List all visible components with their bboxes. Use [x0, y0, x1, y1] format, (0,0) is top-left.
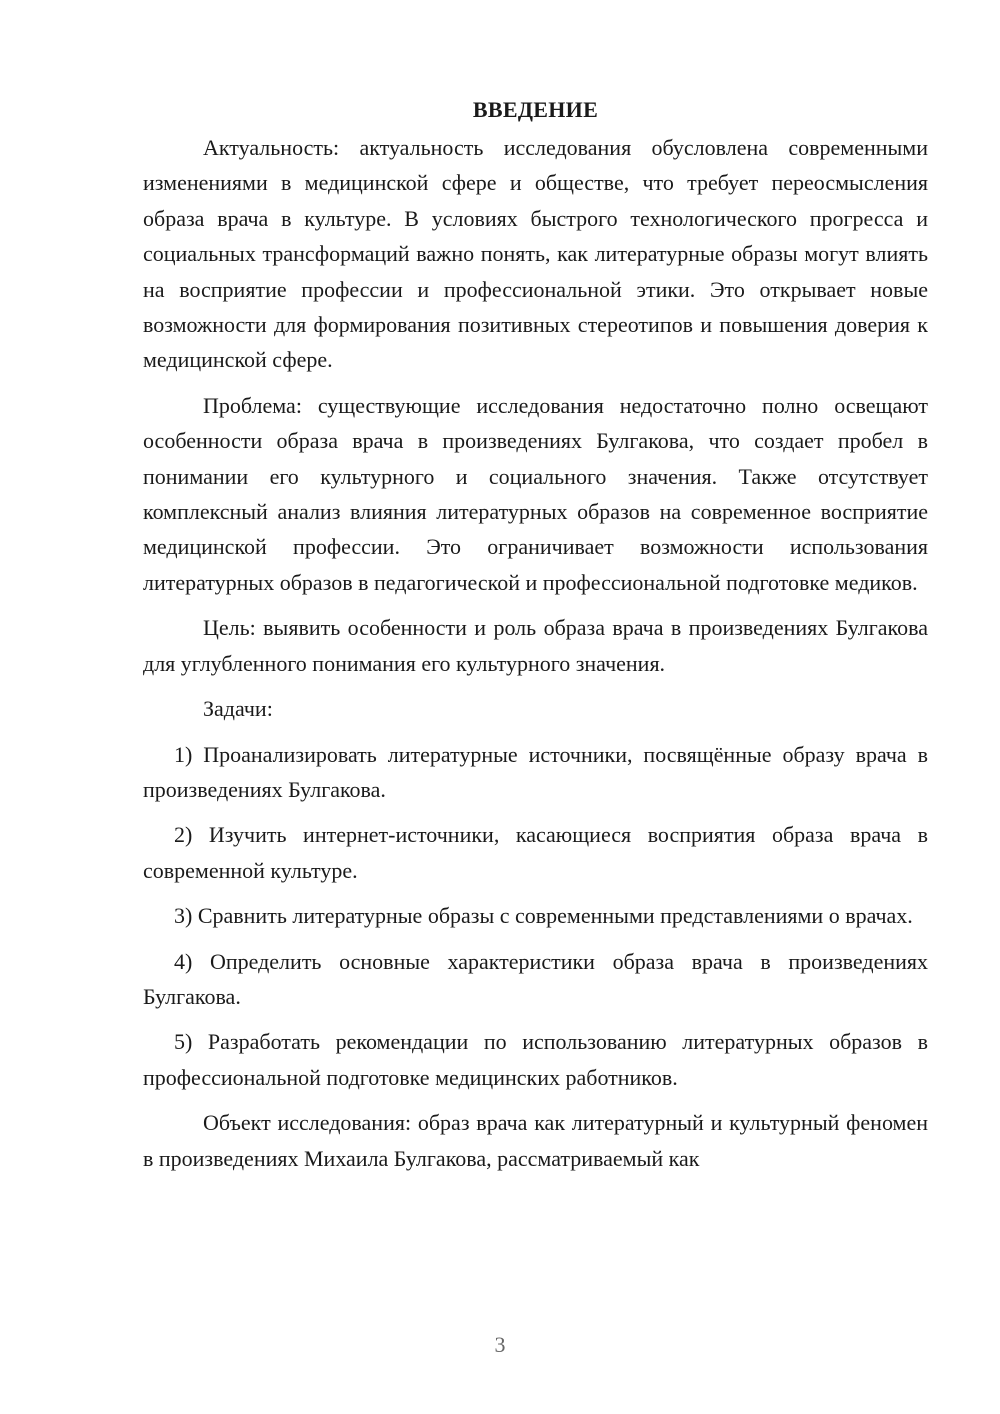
task-item-3: 3) Сравнить литературные образы с современными представлениями о врачах.	[174, 903, 913, 929]
tasks-label: Задачи:	[203, 696, 273, 722]
paragraph-goal: Цель: выявить особенности и роль образа врача в произведениях Булгакова для углубленного понимания его культурного значения.	[143, 615, 928, 676]
paragraph-relevance: Актуальность: актуальность исследования обусловлена современными изменениями в медицинской сфере и обществе, что требует переосмысления образа врача в культуре. В условиях быстрого технологического прогресса и социальных трансформаций важно понять, как литературные образы могут влиять на восприятие профессии и профессиональной этики. Это открывает новые возможности для формирования позитивных стереотипов и повышения доверия к медицинской сфере.	[143, 135, 928, 373]
paragraph-object: Объект исследования: образ врача как литературный и культурный феномен в произведениях Михаила Булгакова, рассматриваемый как	[143, 1110, 928, 1171]
paragraph-problem: Проблема: существующие исследования недостаточно полно освещают особенности образа врача в произведениях Булгакова, что создает пробел в понимании его культурного и социального значения. Также отсутствует комплексный анализ влияния литературных образов на современное восприятие медицинской профессии. Это ограничивает возможности использования литературных образов в педагогической и профессиональной подготовке медиков.	[143, 392, 928, 595]
task-item-4: 4) Определить основные характеристики образа врача в произведениях Булгакова.	[143, 948, 928, 1009]
task-item-2: 2) Изучить интернет-источники, касающиеся восприятия образа врача в современной культуре.	[143, 822, 928, 883]
page-number: 3	[494, 1332, 506, 1357]
task-item-5: 5) Разработать рекомендации по использованию литературных образов в профессиональной подготовке медицинских работников.	[143, 1029, 928, 1090]
document-page	[143, 92, 928, 1186]
page-title: ВВЕДЕНИЕ	[472, 97, 599, 122]
task-item-1: 1) Проанализировать литературные источники, посвящённые образу врача в произведениях Булгакова.	[143, 741, 928, 802]
